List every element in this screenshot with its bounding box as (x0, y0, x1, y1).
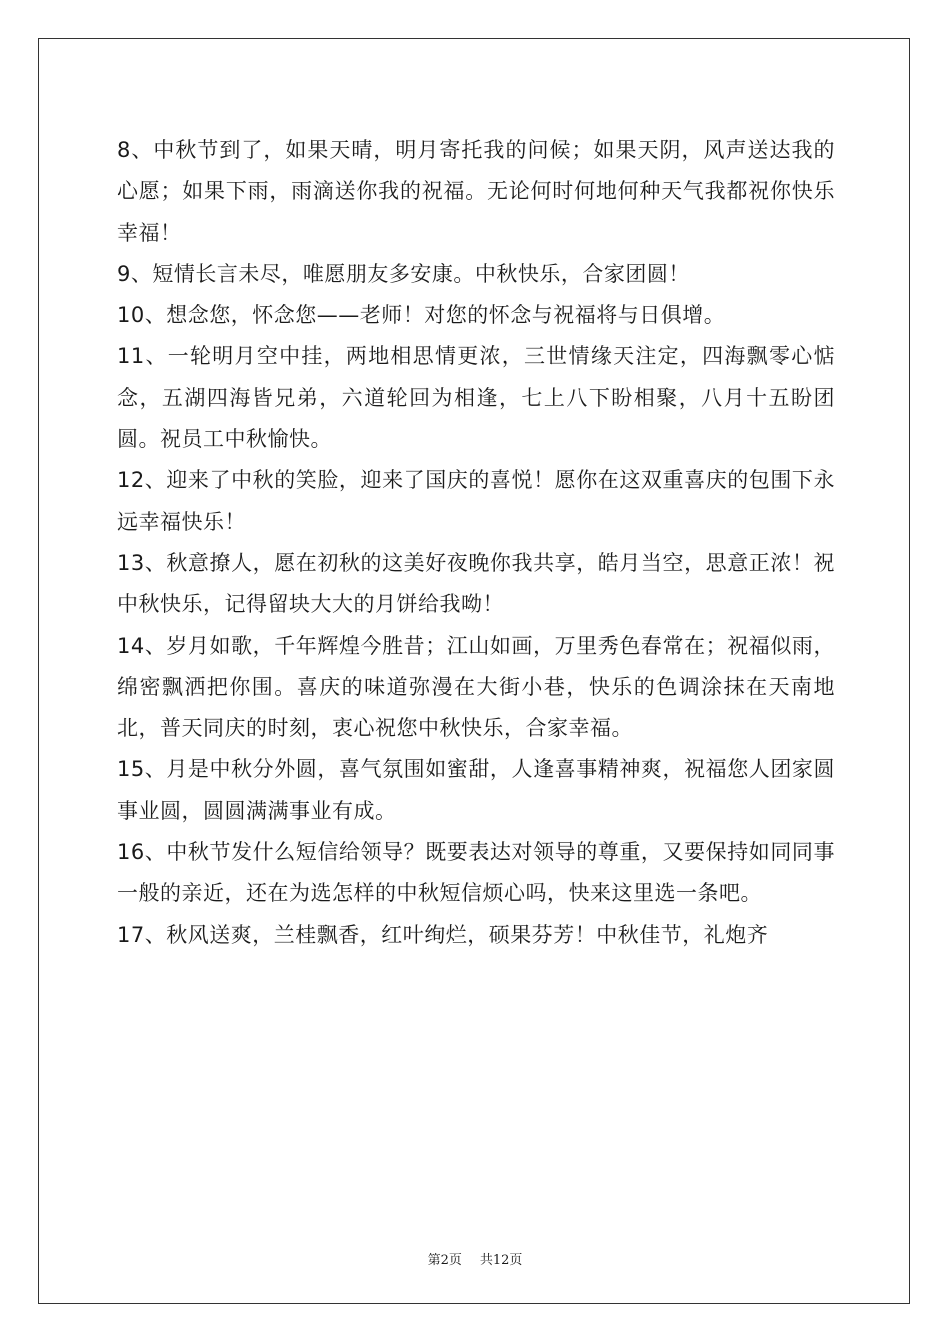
paragraph-8: 8、中秋节到了，如果天晴，明月寄托我的问候；如果天阴，风声送达我的心愿；如果下雨，雨滴送你我的祝福。无论何时何地何种天气我都祝你快乐幸福！ (117, 138, 835, 245)
page-footer (0, 1249, 950, 1268)
paragraph-12: 12、迎来了中秋的笑脸，迎来了国庆的喜悦！愿你在这双重喜庆的包围下永远幸福快乐！ (117, 468, 835, 534)
paragraph-15: 15、月是中秋分外圆，喜气氛围如蜜甜，人逢喜事精神爽，祝福您人团家圆事业圆，圆圆满满事业有成。 (117, 757, 835, 823)
paragraph-13: 13、秋意撩人，愿在初秋的这美好夜晚你我共享，皓月当空，思意正浓！祝中秋快乐，记得留块大大的月饼给我呦！ (117, 550, 835, 617)
paragraph-14: 14、岁月如歌，千年辉煌今胜昔；江山如画，万里秀色春常在；祝福似雨，绵密飘洒把你围。喜庆的味道弥漫在大街小巷，快乐的色调涂抹在天南地北，普天同庆的时刻，衷心祝您中秋快乐，合家幸福。 (117, 633, 835, 741)
paragraph-10: 10、想念您，怀念您——老师！对您的怀念与祝福将与日俱增。 (117, 303, 726, 328)
paragraph-9: 9、短情长言未尽，唯愿朋友多安康。中秋快乐，合家团圆！ (117, 261, 690, 286)
document-body (117, 130, 835, 956)
paragraph-17: 17、秋风送爽，兰桂飘香，红叶绚烂，硕果芬芳！中秋佳节，礼炮齐 (117, 922, 769, 947)
page-total: 共12页 (479, 1253, 523, 1268)
page-number: 第2页 (427, 1253, 462, 1268)
paragraph-16: 16、中秋节发什么短信给领导？既要表达对领导的尊重，又要保持如同同事一般的亲近，还在为选怎样的中秋短信烦心吗，快来这里选一条吧。 (117, 840, 835, 906)
paragraph-11: 11、一轮明月空中挂，两地相思情更浓，三世情缘天注定，四海飘零心惦念，五湖四海皆兄弟，六道轮回为相逢，七上八下盼相聚，八月十五盼团圆。祝员工中秋愉快。 (117, 344, 835, 452)
